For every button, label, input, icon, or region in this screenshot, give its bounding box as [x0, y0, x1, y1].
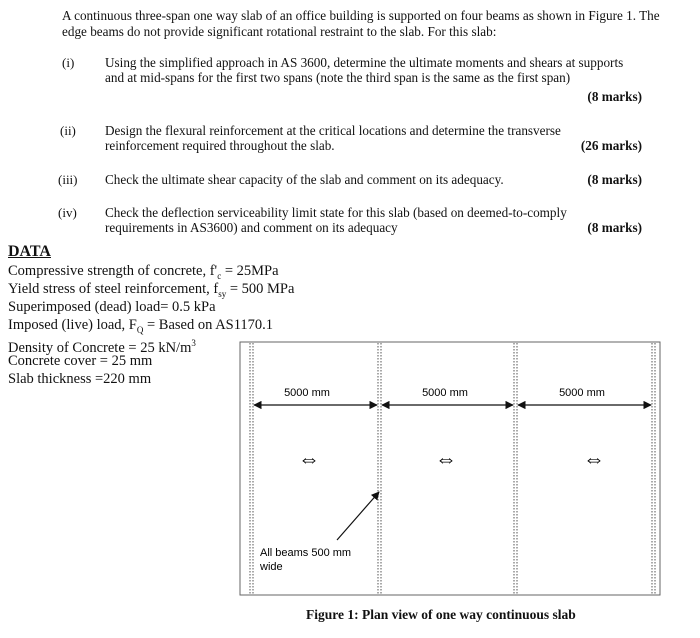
data-concrete-density: Density of Concrete = 25 $kN/m^3$: [8, 338, 196, 356]
data-slab-thickness: Slab thickness =220 mm: [8, 371, 152, 387]
question-3-number: (iii): [58, 172, 78, 187]
question-3-marks: (8 marks): [587, 172, 642, 187]
question-3-text: Check the ultimate shear capacity of the slab and comment on its adequacy.: [105, 172, 504, 187]
data-imposed-load: Imposed (live) load, $F_Q$ = Based on AS1170.1: [8, 317, 274, 335]
span-2-label: 5000 mm: [422, 387, 468, 399]
question-2-text: Design the flexural reinforcement at the critical locations and determine the transverse reinforcement required throughout the slab.: [105, 123, 561, 153]
question-1-number: (i): [62, 55, 75, 70]
span-1-direction-arrow-icon: ⇔: [298, 446, 320, 471]
beam-note-line-2: wide: [260, 561, 283, 573]
question-2-marks: (26 marks): [580, 138, 642, 153]
data-compressive-strength: Compressive strength of concrete, $f'_c = 25MPa$: [8, 263, 279, 281]
question-2-number: (ii): [60, 123, 76, 138]
figure-caption: Figure 1: Plan view of one way continuous slab: [306, 607, 576, 622]
beam-note-line-1: All beams 500 mm: [260, 547, 352, 559]
span-3-direction-arrow-icon: ⇔: [583, 446, 605, 471]
span-2-direction-arrow-icon: ⇔: [435, 446, 457, 471]
data-superimposed-load: Superimposed (dead) load= 0.5 kPa: [8, 299, 216, 315]
question-4-text: Check the deflection serviceability limit state for this slab (based on deemed-to-comply requirements in AS3600) and comment on its adequacy: [105, 205, 567, 235]
question-4-number: (iv): [58, 205, 77, 220]
span-3-label: 5000 mm: [559, 387, 605, 399]
intro-paragraph: A continuous three-span one way slab of an office building is supported on four beams as shown in Figure 1. The edge beams do not provide significant rotational restraint to the slab. For this slab:: [62, 8, 660, 39]
beam-note-leader-arrow: [337, 492, 379, 540]
question-1-text: Using the simplified approach in AS 3600, determine the ultimate moments and shears at supports and at mid-spans for the first two spans (note the third span is the same as the first span): [105, 55, 624, 85]
question-4-marks: (8 marks): [587, 220, 642, 235]
span-1-label: 5000 mm: [284, 387, 330, 399]
data-yield-stress: Yield stress of steel reinforcement, $f_{sy} = 500$ MPa: [8, 281, 295, 299]
data-concrete-cover: Concrete cover = 25 mm: [8, 353, 153, 369]
data-heading: DATA: [8, 243, 51, 260]
question-1-marks: (8 marks): [587, 89, 642, 104]
